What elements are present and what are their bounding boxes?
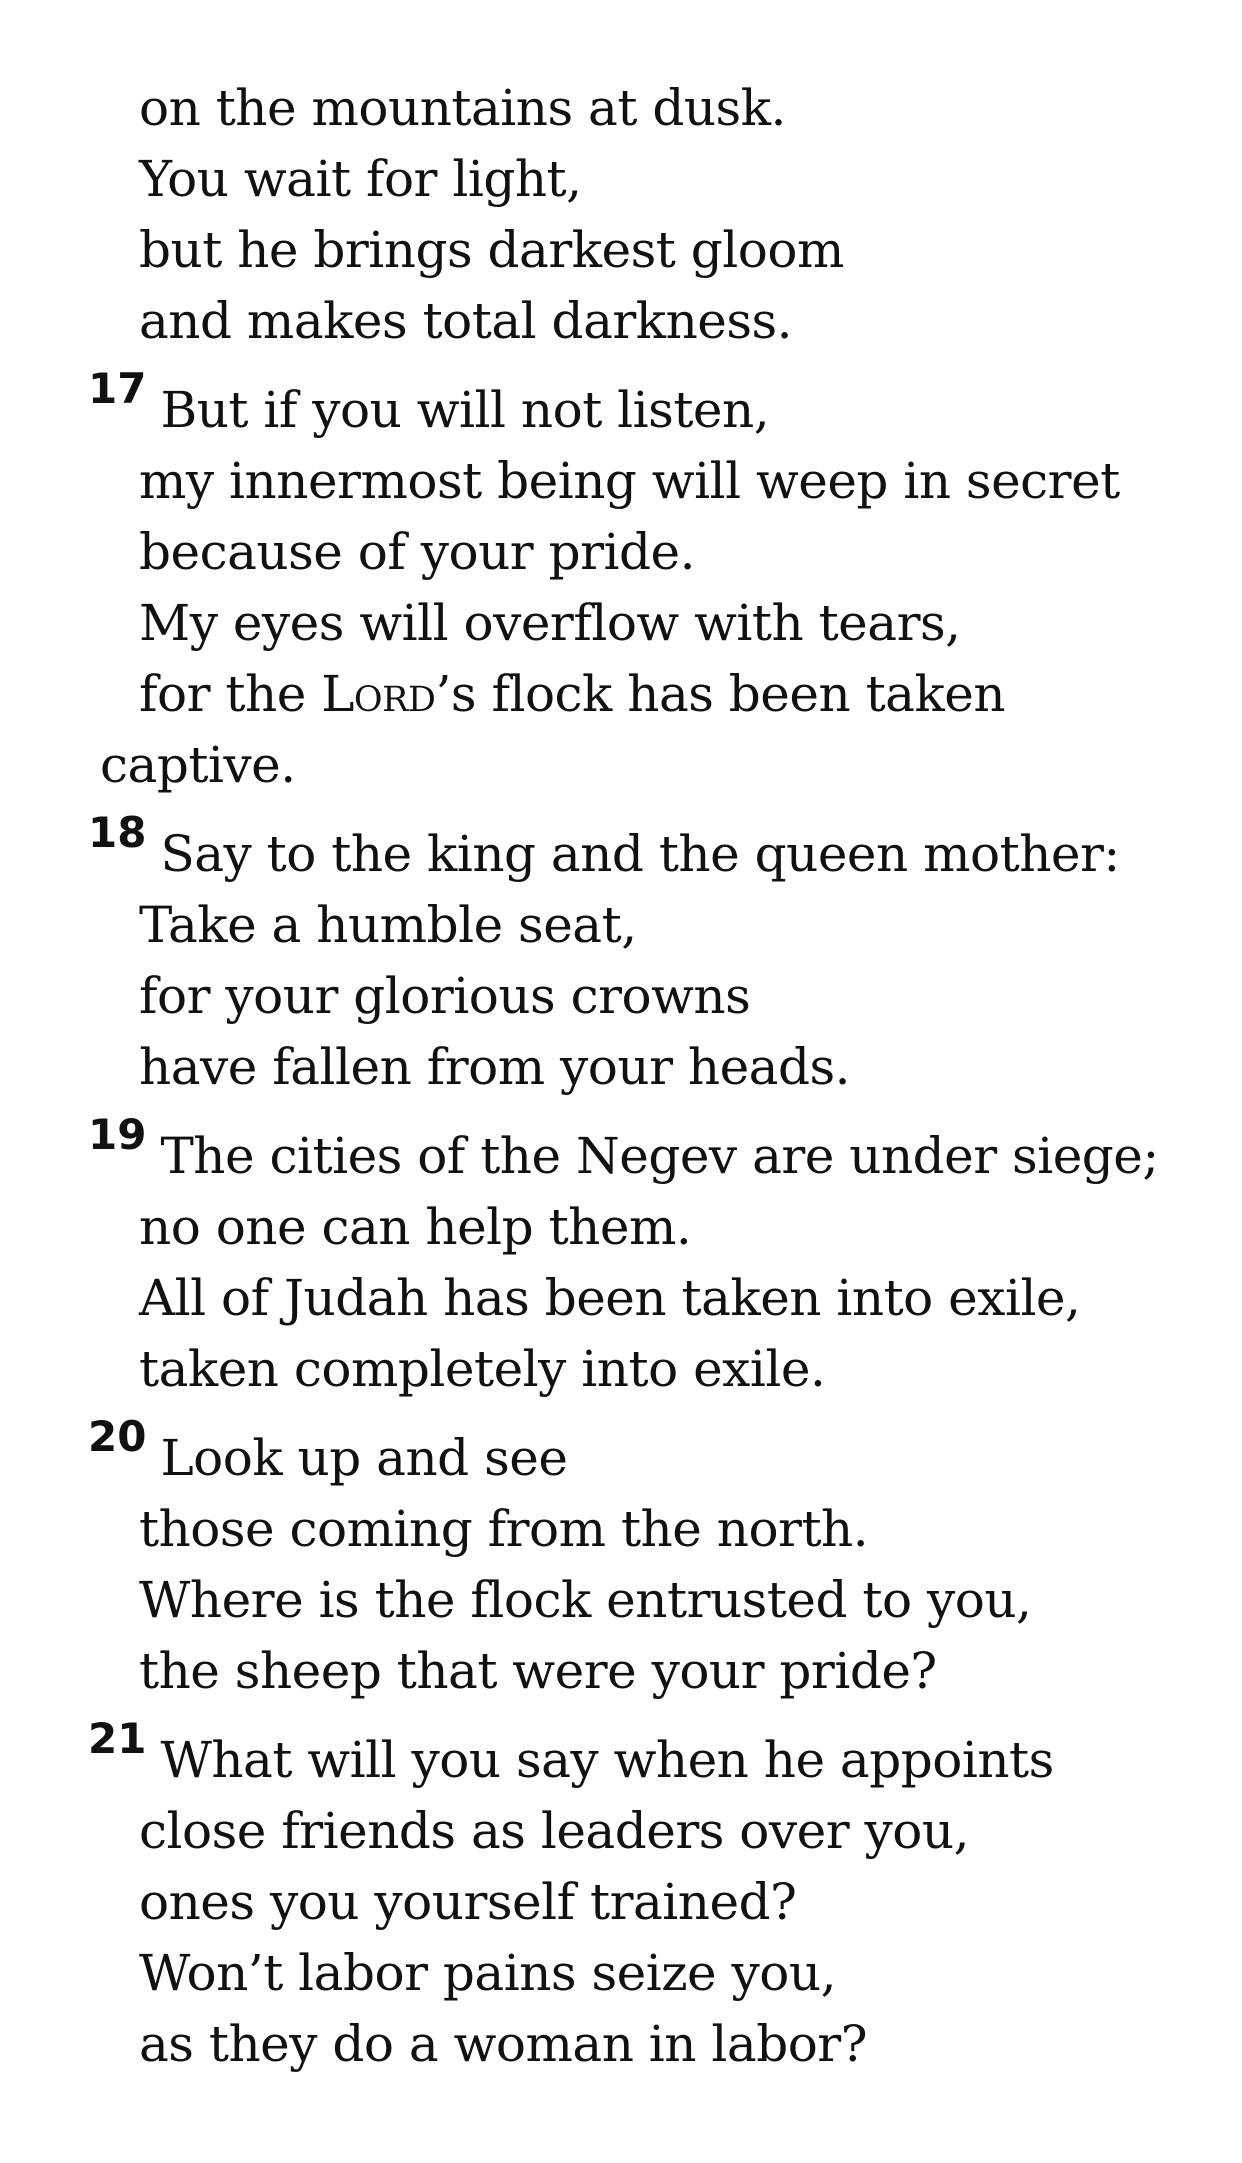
poetry-line: Look up and see: [160, 1429, 568, 1487]
poetry-line: no one can help them.: [139, 1198, 692, 1256]
verse-20: [88, 1412, 568, 1491]
verse-19: [88, 1110, 1159, 1189]
poetry-line: Take a humble seat,: [139, 896, 637, 954]
poetry-line-wrap: captive.: [100, 736, 296, 794]
poetry-line: Won’t labor pains seize you,: [139, 1944, 836, 2002]
poetry-line: as they do a woman in labor?: [139, 2015, 868, 2073]
verse-17: [88, 364, 770, 443]
line-text: ’s flock has been taken: [435, 665, 1006, 723]
poetry-line: because of your pride.: [139, 523, 695, 581]
poetry-line: But if you will not listen,: [160, 381, 770, 439]
poetry-line: What will you say when he appoints: [160, 1731, 1054, 1789]
line-text: for the: [139, 665, 322, 723]
poetry-line: and makes total darkness.: [139, 292, 793, 350]
poetry-line: those coming from the north.: [139, 1500, 869, 1558]
poetry-line: taken completely into exile.: [139, 1340, 826, 1398]
poetry-line: Where is the flock entrusted to you,: [139, 1571, 1032, 1629]
poetry-line: Say to the king and the queen mother:: [160, 825, 1120, 883]
poetry-line: my innermost being will weep in secret: [139, 452, 1120, 510]
verse-number: 21: [88, 1714, 147, 1763]
verse-number: 18: [88, 808, 147, 857]
poetry-line: have fallen from your heads.: [139, 1038, 851, 1096]
poetry-line: ones you yourself trained?: [139, 1873, 797, 1931]
poetry-line: for your glorious crowns: [139, 967, 751, 1025]
verse-18: [88, 808, 1120, 887]
verse-21: [88, 1714, 1054, 1793]
verse-number: 20: [88, 1412, 147, 1461]
poetry-line: but he brings darkest gloom: [139, 221, 844, 279]
poetry-line: My eyes will overflow with tears,: [139, 594, 961, 652]
poetry-line: on the mountains at dusk.: [139, 79, 786, 137]
poetry-line: [139, 664, 1005, 724]
poetry-line: You wait for light,: [139, 150, 582, 208]
poetry-line: close friends as leaders over you,: [139, 1802, 969, 1860]
divine-name: Lord: [321, 665, 436, 723]
verse-number: 19: [88, 1110, 147, 1159]
poetry-line: The cities of the Negev are under siege;: [160, 1127, 1159, 1185]
verse-number: 17: [88, 364, 147, 413]
poetry-line: All of Judah has been taken into exile,: [139, 1269, 1081, 1327]
poetry-line: the sheep that were your pride?: [139, 1642, 937, 1700]
